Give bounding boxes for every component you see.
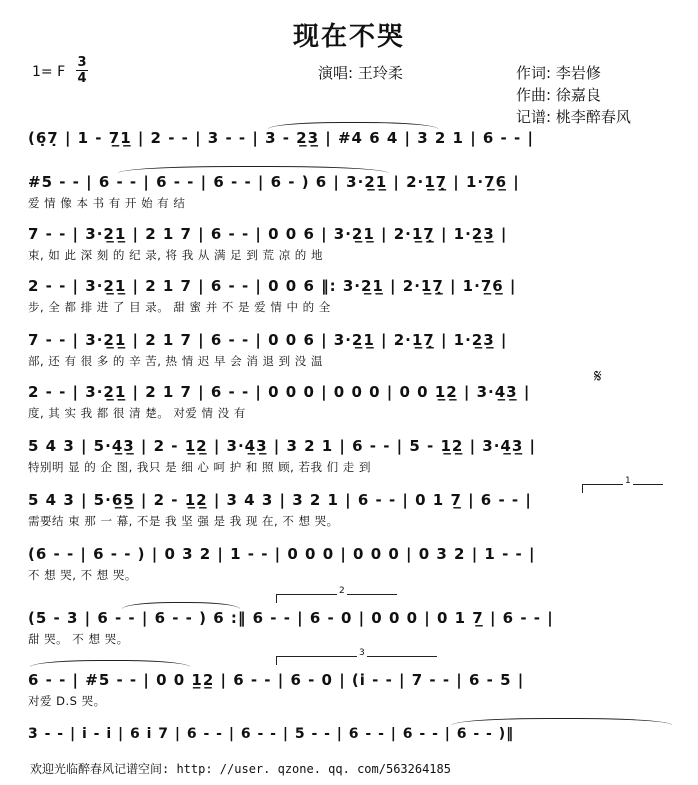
- composer-credit: 作曲: 徐嘉良: [516, 86, 601, 104]
- lyric-line: 不 想 哭, 不 想 哭。: [28, 568, 137, 582]
- notation-line: (5 - 3 | 6 - - | 6 - - ) 6 :‖ 6 - - | 6 - 0 | 0 0 0 | 0 1 7̲ | 6 - - |: [28, 609, 554, 627]
- lyricist-credit: 作词: 李岩修: [516, 64, 601, 82]
- tie-arc: [118, 166, 388, 173]
- time-signature: [76, 56, 88, 85]
- tie-arc: [268, 122, 438, 129]
- song-title: 现在不哭: [292, 22, 405, 52]
- notation-line: 7 - - | 3·2̲1̲ | 2 1 7 | 6 - - | 0 0 6 | 3·2̲1̲ | 2·1̲7̣̲ | 1·2̲3̲ |: [28, 331, 508, 349]
- lyric-line: 束, 如 此 深 刻 的 纪 录, 将 我 从 满 足 到 荒 凉 的 地: [28, 248, 323, 262]
- lyric-line: 步, 全 都 排 进 了 目 录。 甜 蜜 并 不 是 爱 情 中 的 全: [28, 300, 331, 314]
- volta-bracket-3: [276, 648, 437, 665]
- singer-credit: 演唱: 王玲柔: [318, 64, 403, 82]
- lyric-line: 需要结 束 那 一 幕, 不是 我 坚 强 是 我 现 在, 不 想 哭。: [28, 514, 339, 528]
- lyric-line: 甜 哭。 不 想 哭。: [28, 632, 129, 646]
- notation-line: 5 4 3 | 5·6̲5̲ | 2 - 1̲2̲ | 3 4 3 | 3 2 1 | 6 - - | 0 1 7̲ | 6 - - |: [28, 491, 532, 509]
- lyric-line: 爱 情 像 本 书 有 开 始 有 结: [28, 196, 186, 210]
- volta-number: 1: [625, 476, 631, 486]
- segno-sign: 𝄋: [594, 366, 602, 387]
- lyric-line: [28, 150, 678, 168]
- footer-credit: 欢迎光临醉春风记谱空间: http: //user. qzone. qq. com/563264185: [30, 762, 451, 776]
- transcriber-credit: 记谱: 桃李醉春风: [516, 108, 631, 126]
- lyric-line: 度, 其 实 我 都 很 清 楚。 对爱 情 没 有: [28, 406, 246, 420]
- notation-line: 2 - - | 3·2̲1̲ | 2 1 7 | 6 - - | 0 0 6 ‖: 3·2̲1̲ | 2·1̲7̣̲ | 1·7̲6̲ |: [28, 277, 517, 295]
- volta-number: 2: [339, 586, 345, 596]
- time-signature-numerator: 3: [77, 55, 87, 70]
- tie-arc: [30, 660, 190, 667]
- notation-line: 6 - - | #5 - - | 0 0 1̲2̲ | 6 - - | 6 - 0 | (i - - | 7 - - | 6 - 5 |: [28, 671, 525, 689]
- notation-line: #5 - - | 6 - - | 6 - - | 6 - - | 6 - ) 6 | 3·2̲1̲ | 2·1̲7̣̲ | 1·7̲6̲ |: [28, 173, 520, 191]
- notation-line: 7 - - | 3·2̲1̲ | 2 1 7 | 6 - - | 0 0 6 | 3·2̲1̲ | 2·1̲7̣̲ | 1·2̲3̲ |: [28, 225, 508, 243]
- notation-line: 5 4 3 | 5·4̲3̲ | 2 - 1̲2̲ | 3·4̲3̲ | 3 2 1 | 6 - - | 5 - 1̲2̲ | 3·4̲3̲ |: [28, 437, 536, 455]
- tie-arc: [452, 718, 672, 725]
- lyric-line: 对爱 D.S 哭。: [28, 694, 106, 708]
- time-signature-denominator: 4: [77, 71, 87, 86]
- lyric-line: 特别明 显 的 企 图, 我只 是 细 心 呵 护 和 照 顾, 若我 们 走 到: [28, 460, 371, 474]
- lyric-line: 部, 还 有 很 多 的 辛 苦, 热 情 迟 早 会 消 退 到 没 温: [28, 354, 323, 368]
- volta-number: 3: [359, 648, 365, 658]
- key-signature: 1= F: [32, 64, 66, 80]
- notation-line: (6 - - | 6 - - ) | 0 3 2 | 1 - - | 0 0 0 | 0 0 0 | 0 3 2 | 1 - - |: [28, 545, 536, 563]
- volta-bracket-1: [582, 476, 663, 493]
- notation-line: 3 - - | i - i | 6 i 7 | 6 - - | 6 - - | 5 - - | 6 - - | 6 - - | 6 - - )‖: [28, 726, 515, 742]
- tie-arc: [122, 602, 240, 609]
- notation-line: (6̣7̣ | 1 - 7̲1̲ | 2 - - | 3 - - | 3 - 2̲3̲ | #4 6 4 | 3 2 1 | 6 - - |: [28, 129, 534, 147]
- volta-bracket-2: [276, 586, 397, 603]
- notation-line: 2 - - | 3·2̲1̲ | 2 1 7 | 6 - - | 0 0 0 | 0 0 0 | 0 0 1̲2̲ | 3·4̲3̲ |: [28, 383, 531, 401]
